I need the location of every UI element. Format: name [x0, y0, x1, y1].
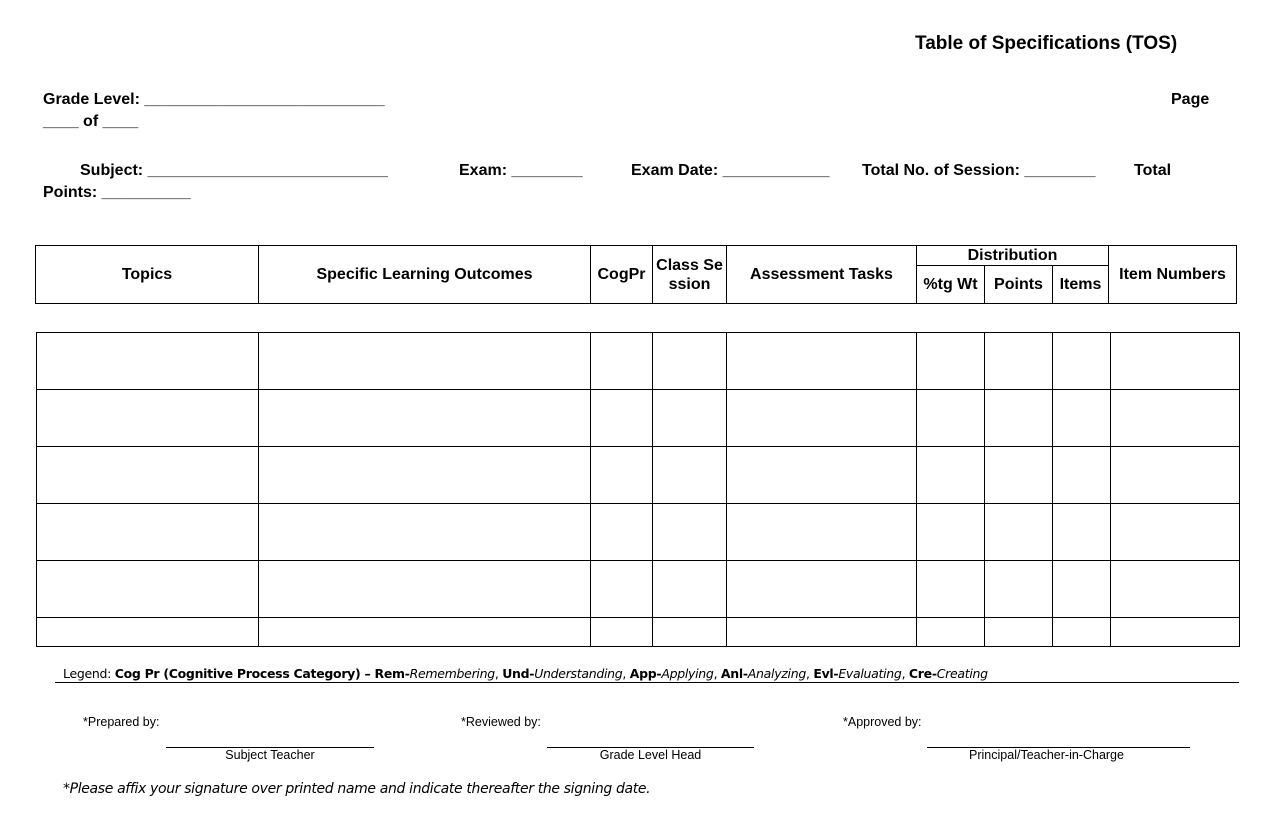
empty-cell[interactable]	[1111, 561, 1240, 618]
reviewed-by-label: *Reviewed by:	[461, 715, 541, 729]
empty-cell[interactable]	[917, 561, 985, 618]
empty-cell[interactable]	[37, 618, 259, 647]
empty-cell[interactable]	[1053, 504, 1111, 561]
header-outcomes: Specific Learning Outcomes	[259, 246, 591, 304]
empty-cell[interactable]	[727, 618, 917, 647]
empty-cell[interactable]	[259, 333, 591, 390]
approved-role: Principal/Teacher-in-Charge	[969, 748, 1124, 762]
legend-evl-abbr: Evl-	[813, 666, 839, 681]
empty-cell[interactable]	[1053, 333, 1111, 390]
empty-cell[interactable]	[653, 618, 727, 647]
empty-cell[interactable]	[37, 390, 259, 447]
empty-cell[interactable]	[259, 447, 591, 504]
empty-cell[interactable]	[1111, 447, 1240, 504]
legend-separator: ,	[901, 666, 909, 681]
exam-date-label: Exam Date:	[631, 162, 719, 179]
empty-cell[interactable]	[1053, 390, 1111, 447]
empty-cell[interactable]	[985, 561, 1053, 618]
empty-cell[interactable]	[653, 390, 727, 447]
legend	[63, 666, 988, 681]
table-row	[37, 333, 1240, 390]
subject-label: Subject:	[80, 162, 144, 179]
empty-cell[interactable]	[985, 447, 1053, 504]
header-class-session: Class Session	[653, 246, 727, 304]
legend-divider	[55, 682, 1239, 683]
empty-cell[interactable]	[917, 333, 985, 390]
signature-footnote: *Please affix your signature over printed name and indicate thereafter the signing date.	[63, 781, 651, 797]
of-label: of	[83, 113, 99, 130]
empty-cell[interactable]	[591, 447, 653, 504]
header-cogpr: CogPr	[591, 246, 653, 304]
legend-und-full: Understanding	[534, 666, 623, 681]
legend-anl-full: Analyzing	[747, 666, 806, 681]
empty-cell[interactable]	[37, 504, 259, 561]
table-row	[37, 447, 1240, 504]
header-points: Points	[985, 266, 1053, 304]
empty-cell[interactable]	[1053, 447, 1111, 504]
legend-separator: ,	[713, 666, 721, 681]
tos-header-table	[35, 245, 1237, 304]
points-blank: __________	[101, 184, 191, 201]
empty-cell[interactable]	[591, 333, 653, 390]
legend-separator: ,	[494, 666, 503, 681]
table-row	[37, 618, 1240, 647]
empty-cell[interactable]	[653, 504, 727, 561]
legend-app-abbr: App-	[629, 666, 662, 681]
empty-cell[interactable]	[259, 504, 591, 561]
empty-cell[interactable]	[37, 561, 259, 618]
empty-cell[interactable]	[727, 504, 917, 561]
empty-cell[interactable]	[1053, 561, 1111, 618]
empty-cell[interactable]	[653, 561, 727, 618]
header-distribution: Distribution	[917, 246, 1109, 266]
total-points-field	[43, 184, 191, 202]
legend-evl-full: Evaluating	[838, 666, 902, 681]
grade-level-field	[43, 91, 385, 109]
grade-level-label: Grade Level:	[43, 91, 140, 108]
document-title: Table of Specifications (TOS)	[915, 33, 1178, 54]
legend-app-full: Applying	[661, 666, 714, 681]
table-row	[37, 504, 1240, 561]
legend-und-abbr: Und-	[502, 666, 535, 681]
exam-label: Exam:	[459, 162, 508, 179]
header-pct-wt: %tg Wt	[917, 266, 985, 304]
empty-cell[interactable]	[653, 333, 727, 390]
subject-blank: ___________________________	[147, 162, 388, 179]
sessions-label: Total No. of Session:	[862, 162, 1020, 179]
empty-cell[interactable]	[985, 390, 1053, 447]
empty-cell[interactable]	[591, 504, 653, 561]
empty-cell[interactable]	[1111, 390, 1240, 447]
page-blank-total: ____	[102, 113, 139, 130]
empty-cell[interactable]	[727, 447, 917, 504]
empty-cell[interactable]	[985, 618, 1053, 647]
empty-cell[interactable]	[917, 504, 985, 561]
empty-cell[interactable]	[259, 618, 591, 647]
page-blank-current: ____	[43, 113, 79, 130]
legend-rem-abbr: Rem-	[374, 666, 410, 681]
empty-cell[interactable]	[591, 561, 653, 618]
empty-cell[interactable]	[917, 447, 985, 504]
sessions-field	[862, 162, 1096, 180]
empty-cell[interactable]	[591, 390, 653, 447]
empty-cell[interactable]	[727, 333, 917, 390]
points-label: Points:	[43, 184, 98, 201]
legend-cre-abbr: Cre-	[908, 666, 937, 681]
legend-cogpr-definition: Cog Pr (Cognitive Process Category) –	[114, 666, 375, 681]
table-row	[37, 390, 1240, 447]
empty-cell[interactable]	[1111, 618, 1240, 647]
page-count-field	[43, 113, 138, 131]
header-item-numbers: Item Numbers	[1109, 246, 1237, 304]
legend-separator: ,	[805, 666, 814, 681]
legend-prefix: Legend:	[63, 666, 115, 681]
legend-separator: ,	[622, 666, 630, 681]
empty-cell[interactable]	[985, 504, 1053, 561]
empty-cell[interactable]	[1111, 333, 1240, 390]
approved-by-label: *Approved by:	[843, 715, 922, 729]
empty-cell[interactable]	[37, 333, 259, 390]
prepared-by-label: *Prepared by:	[83, 715, 160, 729]
exam-blank: ________	[511, 162, 583, 179]
empty-cell[interactable]	[1053, 618, 1111, 647]
exam-field	[459, 162, 583, 180]
exam-date-field	[631, 162, 829, 180]
total-label: Total	[1134, 162, 1172, 179]
legend-cre-full: Creating	[936, 666, 988, 681]
sessions-blank: ________	[1024, 162, 1096, 179]
header-topics: Topics	[36, 246, 259, 304]
empty-cell[interactable]	[917, 618, 985, 647]
legend-rem-full: Remembering	[409, 666, 495, 681]
prepared-role: Subject Teacher	[225, 748, 315, 762]
reviewed-role: Grade Level Head	[599, 748, 702, 762]
header-items: Items	[1053, 266, 1109, 304]
grade-level-blank: ___________________________	[144, 91, 385, 108]
subject-field	[80, 162, 388, 180]
empty-cell[interactable]	[1111, 504, 1240, 561]
empty-cell[interactable]	[259, 390, 591, 447]
empty-cell[interactable]	[653, 447, 727, 504]
empty-cell[interactable]	[727, 390, 917, 447]
tos-body-table	[36, 332, 1240, 647]
header-assessment: Assessment Tasks	[727, 246, 917, 304]
table-row	[37, 561, 1240, 618]
empty-cell[interactable]	[917, 390, 985, 447]
empty-cell[interactable]	[985, 333, 1053, 390]
empty-cell[interactable]	[727, 561, 917, 618]
exam-date-blank: ____________	[722, 162, 830, 179]
legend-anl-abbr: Anl-	[720, 666, 748, 681]
empty-cell[interactable]	[37, 447, 259, 504]
empty-cell[interactable]	[259, 561, 591, 618]
page-label: Page	[1171, 91, 1210, 108]
empty-cell[interactable]	[591, 618, 653, 647]
